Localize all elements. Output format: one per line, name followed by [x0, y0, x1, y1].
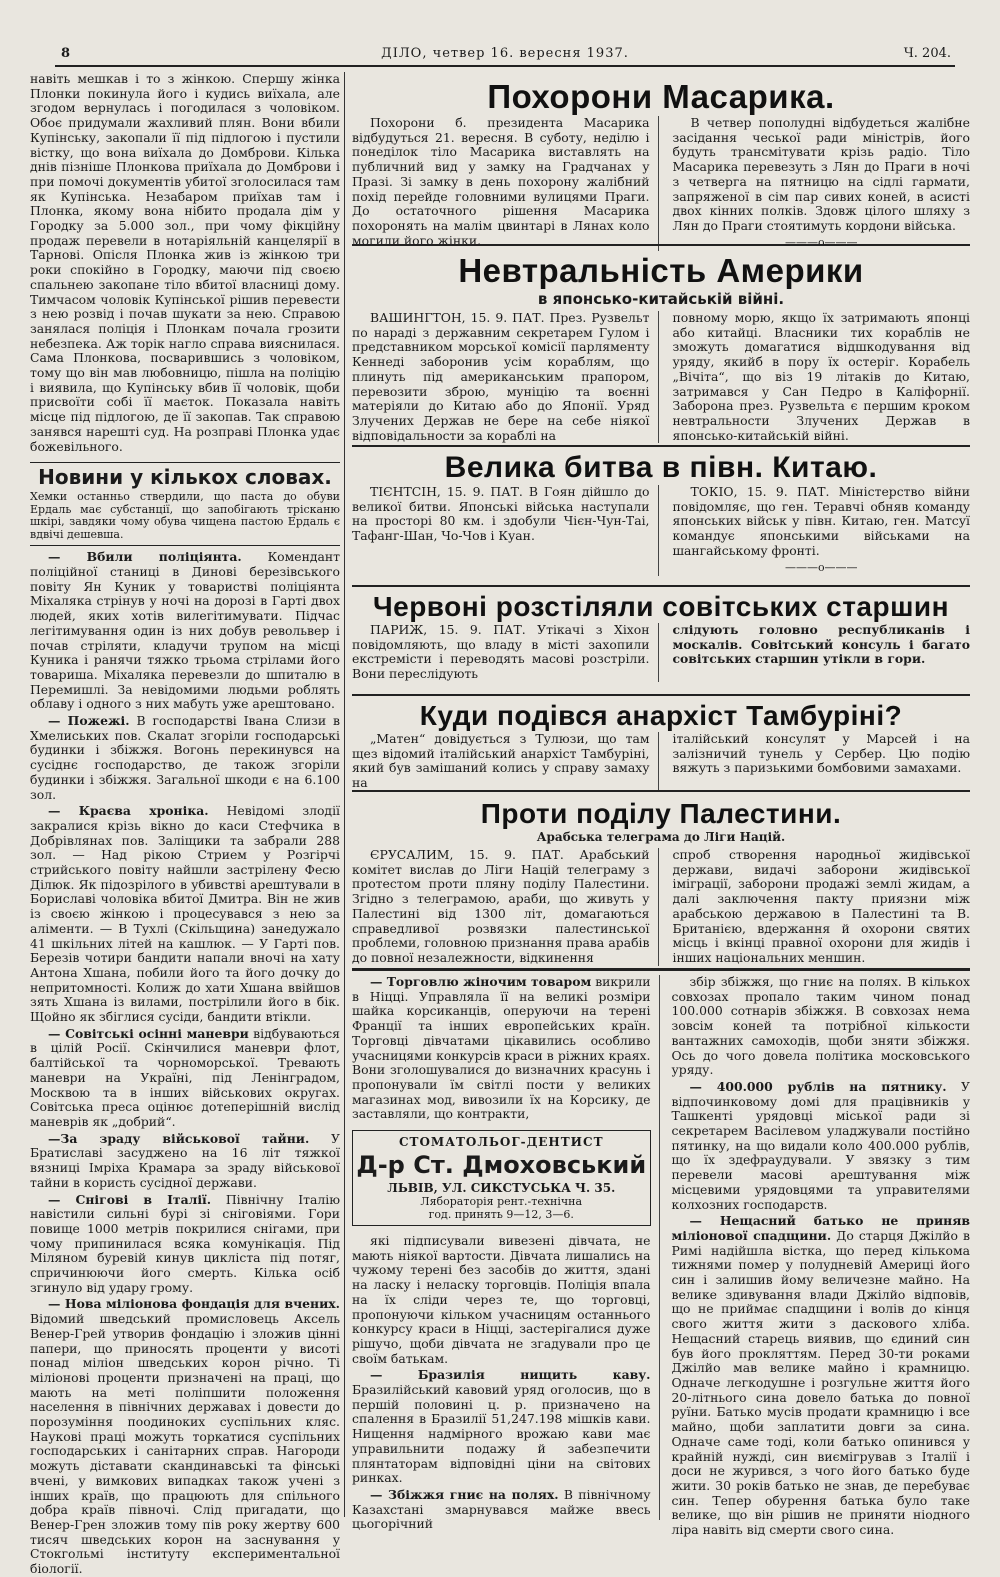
story-tamburini — [352, 700, 970, 791]
story-battle — [352, 451, 970, 583]
news-item-lead: — Совітські осінні маневри — [48, 1025, 249, 1041]
news-item-text: У Братиславі засуджено на 16 літ тяжкої вязниці Імріха Крамара за зраду військової тайни в користь сусідної держави. — [30, 1130, 340, 1190]
headline: Велика битва в півн. Китаю. — [444, 451, 878, 484]
news-item-text: відбуваються в цілій Росії. Скінчилися маневри флот, балтійської та чорноморської. Тревають маневри на Україні, під Ленінградом, Москвою та в інших військових округах. Совітська преса оцінює дотеперішній вислід маневрів як „добрий“. — [30, 1025, 340, 1129]
divider — [30, 545, 340, 546]
section-title: Новини у кількох словах. — [30, 462, 340, 489]
bottom-left-column — [352, 974, 660, 1532]
news-item-text: Відомий шведський промисловець Аксель Венер-Грей утворив фондацію і зложив цінні папери, що приносять проценти у висоті понад міліон шведських корон річно. Ті міліонові проценти призначені на праці, що мають на меті поліпшити положення населення в північних державах і довести до порозуміння поодиноких суспільних кляс. Наукові праці можуть торкатися суспільних господарських і санітарних справ. Нагороди можуть діставати скандинавські та фінські вчені, у вимкових випадках також учені з інших країв, що працюють для спільного добра країв півночі. Слід пригадати, що Венер-Грен зложив тому пів року жертву 600 тисяч шведських корон на заснування у Стокгольмі інституту експериментальної біології. — [30, 1311, 340, 1577]
news-item-text: Бразилійський кавовий уряд оголосив, що в першій половині ц. р. призначено на спалення в Бразилії 51,247.198 мішків кави. Нищення надмірного врожаю кави має управильнити подажу й забезпечити плянтаторам відповідні ціни на світових ринках. — [352, 1382, 651, 1486]
ornament: ———o——— — [784, 560, 858, 574]
news-item-text: В господарстві Івана Слизи в Хмелиських пов. Скалат згоріли господарські будинки і збіжжя. Вогонь перекинувся на сусіднє господарство, де також згоріли будинки і збіжжя. Загальної шкоди є на 6.100 зол. — [30, 713, 340, 802]
story-rule — [352, 694, 970, 696]
story-neutrality — [352, 252, 970, 443]
news-item-lead: —За зраду військової тайни. — [48, 1130, 310, 1146]
bottom-right-column — [671, 974, 971, 1538]
news-item-text: В північному Казахстані змарнувався майже ввесь цьогорічний — [352, 1486, 651, 1532]
left-column — [30, 71, 341, 1577]
story-body — [352, 311, 970, 443]
news-item-text: які підписували вивезені дівчата, не мають ніякої вартости. Дівчата лишались на чужому терені без засобів до життя, здані на ласку і неласку торговців. Поліція впала на їх сліди через те, що торговці, пропонуючи кільком учасницям останнього конкурсу краси в Ніцці, застерігалися дуже рішучо, щоби дівчата не згадували про це своїм батькам. — [352, 1233, 651, 1366]
subheadline: в японсько-китайській війні. — [537, 290, 785, 308]
news-item-lead: — Бразилія нищить каву. — [370, 1367, 651, 1383]
news-item-lead: — Краєва хроніка. — [48, 803, 209, 819]
story-text: слідують головно республиканів і москалів. Совітський консуль і багато совітських старшин утікли в гори. — [672, 622, 970, 667]
story-rule — [352, 790, 970, 792]
news-item-lead: — Снігові в Італії. — [48, 1191, 212, 1207]
ad-hours: год. принять 9—12, 3—6. — [428, 1208, 574, 1222]
story-rule — [352, 244, 970, 246]
news-item — [672, 1080, 971, 1212]
ad-name: Д-р Ст. Дмоховський — [356, 1151, 647, 1180]
column-rule — [344, 72, 345, 1517]
news-item-text: Невідомі злодії закралися крізь вікно до каси Стефчика в Добрівлянах пов. Заліщики та забрали 288 зол. — Над рікою Стрием у Розгірчі стрийського повіту найшли застрілену Фесю Ділюк. Як підозрілого в убивстві арештували в Бориславі чоловіка вбитої Дмитра. Він не жив із своєю жінкою і процесувався з нею за аліменти. — В Тухлі (Скільщина) занедужало 41 шкільних літей на кашлюк. — У Гарті пов. Березів чотири бандити напали вночі на хату Антона Хшана, побили його та його дочку до непритомності. Колиж до хати Хшана ввійшов зять Хшана із вилами, пострілили його в бік. Щойно як збіглися сусіди, бандити втікли. — [30, 803, 340, 1025]
story-body — [352, 732, 970, 791]
story-soviet-officers — [352, 591, 970, 691]
dentist-advertisement — [352, 1130, 651, 1226]
news-item — [30, 1027, 340, 1130]
news-item-lead: — Нещасний батько не приняв міліонової спадщини. — [671, 1213, 970, 1243]
continued-article: навіть мешкав і то з жінкою. Спершу жінка Плонки покинула його і кудись виїхала, але згодом вернулась і погодилася з чоловіком. Обоє придумали жахливий плян. Вони вбили Купінську, закопали її під підлогою і пустили вістку, що вона виїхала до Домброви. Кілька днів пізніше Плонкова приїхала до Домброви і при помочі документів убитої зголосилася там як Купінська. Незабаром приїхав там і Плонка, якому вона нібито продала дім у Городку за 5.000 зол., при чому фікційну продаж перевели в нотаріяльній канцелярії в Тарнові. Опісля Плонка жив із жінкою три роки спокійно в Городку, маючи під своєю спальнею закопане тіло вбитої власниці дому. Тимчасом чоловік Купінської рішив перевести з нею розвід і почав шукати за нею. Справою занялася поліція і Плонкам почала грозити небезпека. Аж торік наглo справа вияснилася. Сама Плонкова, посварившись з чоловіком, тому що він мав любовницю, пішла на поліцію і виявила, що Купінську вбив її чоловік, щоби присвоїти собі її маєток. Показала навіть місце під підлогою, де її закопав. Так справою занявся нарешті суд. На розправі Плонка удає божевільного. — [30, 71, 340, 454]
news-item-lead: — Нова міліонова фондація для вчених. — [48, 1296, 340, 1312]
ad-lab: Лябораторія рент.-технічна — [420, 1195, 583, 1209]
news-item — [30, 1193, 340, 1296]
news-item-text: Північну Італію навістили сильні бурі зі сніговіями. Гори повище 1000 метрів покрилися снігами, при чому припинилася всяка комунікація. Під Міляном буревій кинув цикліста під потяг, спричинюючи його смерть. Кілька осіб згинуло від удару грому. — [30, 1191, 341, 1295]
subheadline: Арабська телеграма до Ліги Націй. — [536, 830, 786, 844]
story-text: ВАШИНГТОН, 15. 9. ПАТ. През. Рузвельт по нараді з державним секретарем Гулом і представником морської комісії парляменту Кеннеді заборонив усім кораблям, що плинуть під американським прапором, перевозити зброю, муніцію та воєнні матеріяли до Китаю або до Японії. Уряд Злучених Держав не бере на себе ніякої відповідальности за кораблі на — [352, 310, 650, 443]
story-masaryk — [352, 78, 970, 249]
news-item — [672, 975, 971, 1078]
story-body — [352, 848, 970, 966]
headline: Похорони Масарика. — [487, 78, 835, 115]
news-item — [672, 1214, 971, 1537]
news-list — [30, 550, 340, 1577]
story-rule — [352, 968, 970, 971]
story-rule — [352, 445, 970, 447]
ornament: ———o——— — [784, 235, 858, 249]
news-item — [352, 1368, 651, 1486]
news-item-text: збір збіжжя, що гниє на полях. В кількох совхозах пропало таким чином понад 100.000 сотнарів збіжжя. В совхозах нема зовсім коней та потрібної кількости вантажних самоходів, щоби зняти збіжжя. Ось до чого довела політика московського уряду. — [671, 974, 970, 1078]
story-body — [352, 485, 970, 576]
news-item-text: Комендант поліційної станиці в Динові березівського повіту Ян Куник у товаристві поліціянта Міхаляка стрінув у ночі на дорозі в Гарті двох людей, яких хотів вилегітимувати. Підчас легітимування один із них добув револьвер і почав стріляти, кладучи трупом на місці Куника і ранячи тяжко трьома стрілами його товариша. Міхаляка перевезли до шпиталю в Перемишлі. За невідомими людьми роблять облаву і одного з них мабуть уже арештовано. — [30, 549, 340, 712]
news-item — [30, 550, 340, 712]
headline: Куди подівся анархіст Тамбуріні? — [419, 700, 903, 731]
ad-profession: СТОМАТОЛЬОГ-ДЕНТИСТ — [398, 1135, 604, 1150]
news-item-text: У відпочинковому домі для працівників у Ташкенті урядовці міської ради зі секретарем Васілевом уладжували постійно пятинку, на що видали коло 400.000 рублів, що їх здефраудували. У звязку з тим перевели масові арештування між місцевими урядовцями та управителями колхозних господарств. — [671, 1078, 970, 1212]
story-rule — [352, 585, 970, 587]
headline: Невтральність Америки — [458, 252, 864, 289]
section-note: Хемки останньо ствердили, що паста до обуви Ердаль має субстанції, що запобігають трісканю шкірі, завдяки чому обува чищена пастою Ердаль є вдвічі дешевша. — [30, 490, 340, 541]
issue-number: Ч. 204. — [903, 46, 951, 61]
story-text: ЄРУСАЛИМ, 15. 9. ПАТ. Арабський комітет вислав до Ліги Націй телеграму з протестом проти пляну поділу Палестини. Згідно з телеграмою, араби, що живуть у Палестині від 1300 літ, домагаються справедливої розвязки палестинської проблеми, головною признання права арабів до повної незалежности, відкинення — [352, 847, 650, 965]
news-item — [30, 1297, 340, 1576]
ad-address: ЛЬВІВ, УЛ. СИКСТУСЬКА Ч. 35. — [387, 1181, 616, 1196]
bottom-news — [352, 974, 971, 1538]
story-text: ТІЄНТСІН, 15. 9. ПАТ. В Гоян дійшло до великої битви. Японські війська наступали на просторі 80 км. і здобули Чієн-Чун-Таі, Тафанг-Шан, Чо-Чов і Куан. — [352, 484, 650, 544]
story-text: повному морю, якщо їх затримають японці або китайці. Власники тих кораблів не зможуть домагатися відшкодування від уряду, якийб в пору їх остеріг. Корабель „Вічіта“, що віз 19 літаків до Китаю, затримався у Сан Педро в Каліфорнії. Заборона през. Рузвельта є першим кроком невтральности Злучених Держав в японсько-китайській війні. — [672, 310, 970, 443]
story-text: „Матен“ довідується з Тулюзи, що там щез відомий італійський анархіст Тамбуріні, який був замішаний колись у справу замаху на — [352, 731, 650, 791]
news-item-text: викрили в Ніцці. Управляла її на великі розміри шайка корсиканців, оперуючи на терені Франції та інших европейських країн. Торговці дівчатами цікавились особливо учасницями конкурсів краси в ріжних краях. Вони зголошувалися до визначних красунь і пропонували їм світлі пости у великих магазинах мод, вивозили їх на Корсику, де заставляли, що контракти, — [352, 974, 651, 1122]
news-item — [352, 1488, 651, 1532]
headline: Червоні розстіляли совітських старшин — [372, 591, 950, 622]
news-item-lead: — Торговлю жіночим товаром — [370, 974, 592, 989]
headline: Проти поділу Палестини. — [480, 798, 842, 829]
story-text: італійський консулят у Марсей і на залізничий тунель у Сербер. Цю подію вяжуть з паризькими бомбовими замахами. — [672, 731, 970, 776]
news-item-lead: — 400.000 рублів на пятнику. — [689, 1078, 947, 1094]
story-text: спроб створення народньої жидівської держави, видачі заборони жидівської іміграції, заборони продажі землі жидам, а далі заключення пакту приязни між арабською державою в Палестині та В. Британією, вдержання й охорони святих місць і вкінці правної охорони для жидів і інших національних меншин. — [672, 847, 970, 965]
news-item — [352, 1234, 651, 1366]
story-text: ПАРИЖ, 15. 9. ПАТ. Утікачі з Хіхон повідомляють, що владу в місті захопили екстремісти і переводять масові розстріли. Вони переслідують — [352, 622, 650, 682]
story-text: В четвер пополудні відбудеться жалібне засідання чеської ради міністрів, його будуть трансмітувати крізь радіо. Тіло Масарика перевезуть з Лян до Праги в ночі з четверга на пятницю на сідлі гармати, запряженої в сім пар сивих коней, в асисті двох кінних полків. Здовж цілого шляху з Лян до Праги стоятимуть кордони війська. — [672, 115, 970, 233]
news-item — [30, 804, 340, 1025]
story-text: ТОКІО, 15. 9. ПАТ. Міністерство війни повідомляє, що ген. Теравчі обняв команду японських військ у півн. Китаю, ген. Матсуї командує японськими військами на шангайському фронті. — [672, 484, 970, 558]
story-palestine — [352, 798, 970, 966]
page-number: 8 — [61, 46, 71, 61]
masthead-date: ДІЛО, четвер 16. вересня 1937. — [381, 46, 629, 61]
news-item — [30, 714, 340, 802]
news-item-lead: — Збіжжя гниє на полях. — [370, 1486, 559, 1502]
page-header — [55, 43, 955, 67]
news-item-lead: — Вбили поліціянта. — [48, 549, 242, 565]
story-body — [352, 623, 970, 682]
story-text: Похорони б. президента Масарика відбудуться 21. вересня. В суботу, неділю і понеділок тіло Масарика виставлять на публичний вид у замку на Градчанах у Празі. Зі замку в день похорону жалібний похід перейде головними вулицями Праги. До остаточного рішення Масарика похоронять на малім цвинтарі в Лянах коло могили його жінки. — [352, 115, 650, 248]
news-item-lead: — Пожежі. — [48, 713, 130, 729]
news-item — [352, 975, 651, 1122]
story-body — [352, 116, 970, 251]
news-item — [30, 1132, 340, 1191]
news-item-text: До старця Джілйо в Римі надійшла вістка, що перед кількома тижнями помер у полудневій Америці його син і залишив йому величезне майно. На велике здивування влади Джілйо відповів, що не приймає спадщини і волів до кінця свого життя жити з даскового хліба. Нещасний старець виявив, що єдиний син був його прокляттям. Перед 30-ти роками Джілйо мав велике майно і крамницю. Одначе легкодушне і розгульне життя його 20-літнього сина довело батька до повної руїни. Батько мусів продати крамницю і все майно, щоби заплатити довги за сина. Одначе саме тоді, коли батько опинився у крайній нужді, син виємігрував з Італії і доси не журився, з чого його батько буде жити. 30 років батько не знав, де перебуває син. Тепер обурення батька було таке велике, що він рішив не приняти ніодного ліра навіть від смерти свого сина. — [671, 1227, 971, 1538]
